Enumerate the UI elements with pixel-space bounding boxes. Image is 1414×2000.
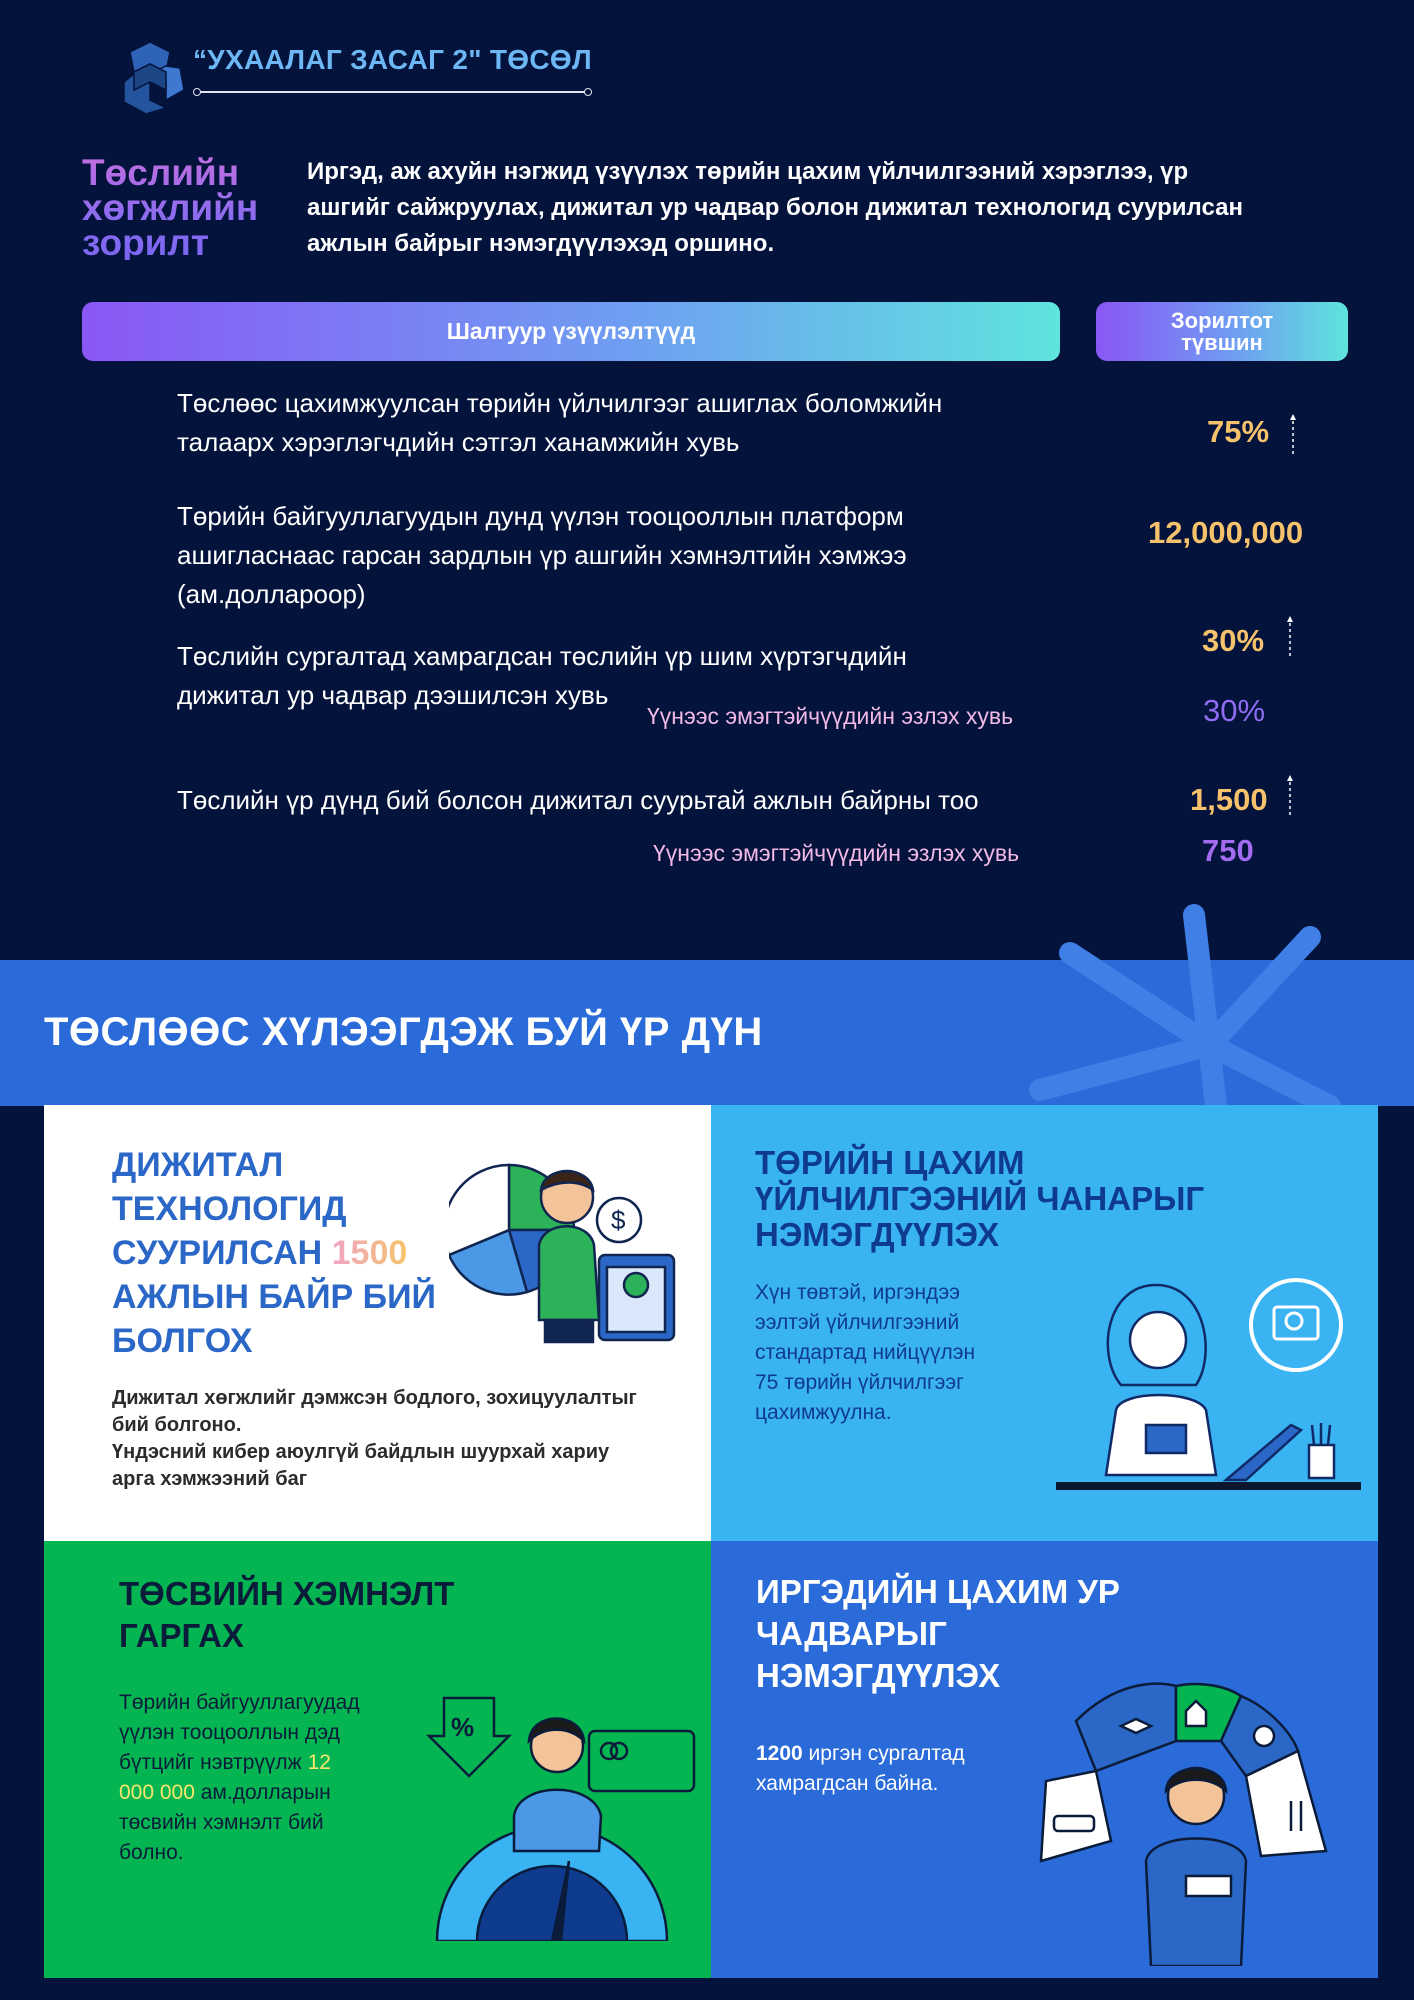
woman-at-laptop-illustration [1046,1275,1366,1500]
card-title: ДИЖИТАЛ ТЕХНОЛОГИД СУУРИЛСАН 1500 АЖЛЫН БАЙР БИЙ БОЛГОХ [112,1146,436,1360]
indicator-row-satisfaction [177,384,1077,462]
arrow-up-icon [1290,414,1296,454]
knot-logo-icon [110,38,190,118]
women-share-label: Үүнээс эмэгтэйчүүдийн эзлэх хувь [647,703,1014,729]
card-digital-skills [711,1541,1378,1978]
target-header-line: Зорилтот [1170,307,1274,333]
women-share-value: 750 [1202,833,1254,868]
indicator-text-line: Төслөөс цахимжуулсан төрийн үйлчилгээг ашиглах боломжийн [177,388,943,418]
goal-description-line: ажлын байрыг нэмэгдүүлэхэд оршино. [307,230,775,257]
man-with-charts-illustration [449,1145,689,1345]
card-body: 1200 иргэн сургалтад хамрагдсан байна. [756,1742,965,1795]
goal-description-line: Иргэд, аж ахуйн нэгжид үзүүлэх төрийн цахим үйлчилгээний хэрэглээ, үр [307,158,1189,185]
asterisk-decoration-icon [1000,895,1414,1106]
card-body: Төрийн байгууллагуудад үүлэн тооцооллын дэд бүтцийг нэвтрүүлж 12 000 000 ам.долларын төсвийн хэмнэлт бий болно. [119,1691,360,1864]
arrow-up-icon [1287,775,1293,815]
svg-text:%: % [451,1712,475,1742]
indicators-header: Шалгуур үзүүлэлтүүд [82,302,1060,361]
svg-text:$: $ [611,1205,626,1235]
goal-heading-line: Төслийн [82,152,240,193]
highlight-number: 1200 [756,1742,803,1765]
card-digital-jobs [44,1105,711,1541]
indicator-value: 30% [1202,623,1265,658]
title-divider [199,91,586,93]
highlight-number: 000 000 [119,1781,195,1804]
target-level-header [1096,302,1348,361]
woman-with-services-arc-illustration [1036,1651,1336,1966]
woman-with-gauge-illustration [419,1686,699,1941]
arrow-up-icon [1287,616,1293,656]
goal-heading-line: зорилт [82,222,210,263]
goal-description-line: ашгийг сайжруулах, дижитал ур чадвар болон дижитал технологид суурилсан [307,194,1243,221]
card-budget-savings [44,1541,711,1978]
indicator-text-line: Төслийн сургалтад хамрагдсан төслийн үр шим хүртэгчдийн [177,641,907,671]
indicator-text-line: Төслийн үр дүнд бий болсон дижитал суурьтай ажлын байрны тоо [177,785,979,815]
goal-heading [82,152,282,263]
card-service-quality [711,1105,1378,1541]
card-body: Дижитал хөгжлийг дэмжсэн бодлого, зохицуулалтыг бий болгоно. Үндэсний кибер аюулгүй байдлын шуурхай хариу арга хэмжээний баг [112,1387,637,1490]
goal-heading-line: хөгжлийн [82,187,259,228]
indicator-text-line: талаарх хэрэглэгчдийн сэтгэл ханамжийн хувь [177,427,740,457]
indicator-value: 75% [1207,414,1270,449]
indicator-value: 1,500 [1190,782,1268,817]
project-title: “УХААЛАГ ЗАСАГ 2" ТӨСӨЛ [193,44,592,75]
results-title: ТӨСЛӨӨС ХҮЛЭЭГДЭЖ БУЙ ҮР ДҮН [44,1010,763,1054]
indicator-row-cloud-savings [177,497,1077,614]
card-title: ИРГЭДИЙН ЦАХИМ УР ЧАДВАРЫГ НЭМЭГДҮҮЛЭХ [756,1573,1120,1694]
indicator-value: 12,000,000 [1148,515,1304,550]
card-title: ТӨСВИЙН ХЭМНЭЛТ ГАРГАХ [119,1575,455,1654]
indicator-text-line: (ам.доллароор) [177,579,366,609]
highlight-number: 1500 [331,1234,408,1272]
indicator-text-line: дижитал ур чадвар дээшилсэн хувь [177,680,609,710]
goal-description [307,154,1357,262]
indicator-text-line: Төрийн байгууллагуудын дунд үүлэн тооцооллын платформ [177,501,904,531]
card-body: Хүн төвтэй, иргэндээ ээлтэй үйлчилгээний стандартад нийцүүлэн 75 төрийн үйлчилгээг цахимжуулна. [755,1281,976,1424]
card-title: ТӨРИЙН ЦАХИМ ҮЙЛЧИЛГЭЭНИЙ ЧАНАРЫГ НЭМЭГДҮҮЛЭХ [755,1144,1205,1253]
women-share-value: 30% [1203,693,1266,728]
highlight-number: 12 [307,1751,331,1774]
target-header-line: түвшин [1181,329,1263,355]
indicator-text-line: ашигласнаас гарсан зардлын үр ашгийн хэмнэлтийн хэмжээ [177,540,907,570]
women-share-label: Үүнээс эмэгтэйчүүдийн эзлэх хувь [653,840,1020,866]
indicator-row-digital-jobs [177,781,1077,820]
